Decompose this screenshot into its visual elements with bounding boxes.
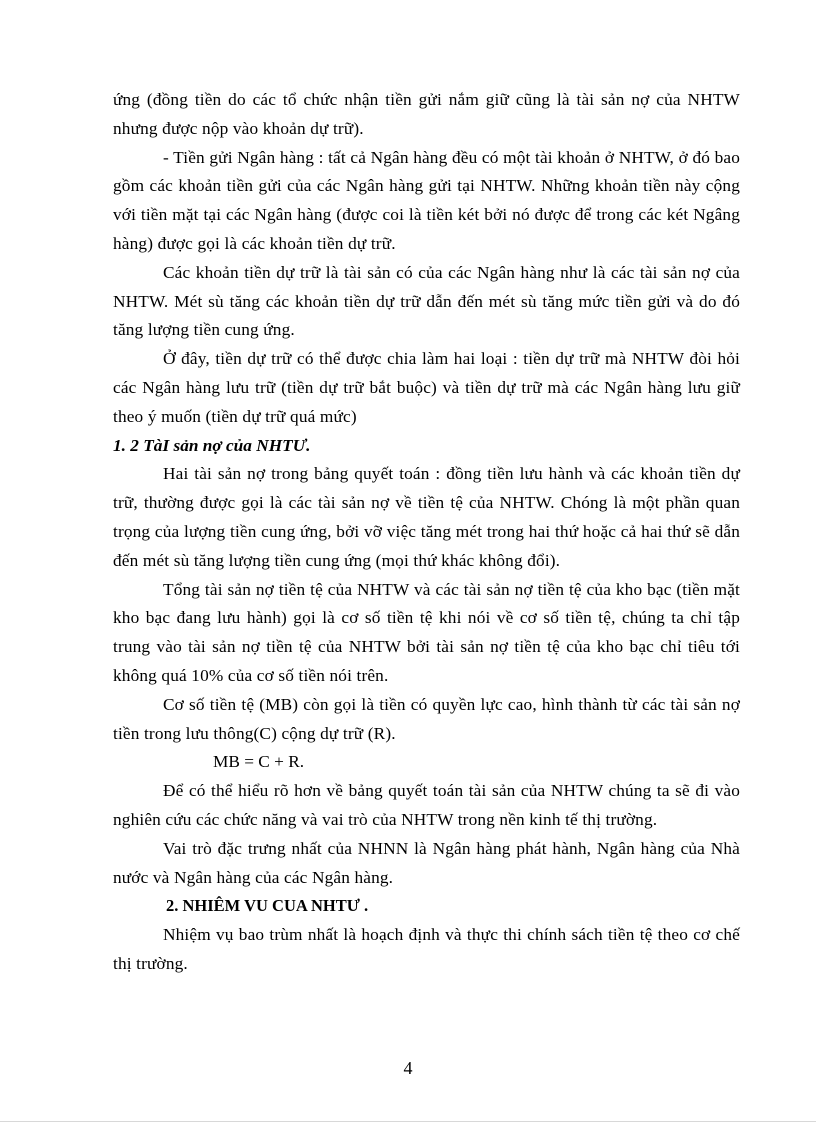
page-number: 4 <box>403 1058 413 1078</box>
paragraph-reserve-types: Ở đây, tiền dự trữ có thể được chia làm hai loại : tiền dự trữ mà NHTW đòi hỏi các Ngân hàng lưu trữ (tiền dự trữ bắt buộc) và tiền dự trữ mà các Ngân hàng lưu giữ theo ý muốn (tiền dự trữ quá mức) <box>113 349 740 426</box>
paragraph-monetary-base: Tổng tài sản nợ tiền tệ của NHTW và các tài sản nợ tiền tệ của kho bạc (tiền mặt kho bạc đang lưu hành) gọi là cơ số tiền tệ khi nói về cơ số tiền tệ, chúng ta chỉ tập trung vào tài sản nợ tiền tệ của NHTW bởi tài sản nợ tiền tệ của kho bạc chỉ tiêu tới không quá 10% của cơ số tiền nói trên. <box>113 579 740 685</box>
paragraph-monetary-liabilities: Hai tài sản nợ trong bảng quyết toán : đồng tiền lưu hành và các khoản tiền dự trữ, thường được gọi là các tài sản nợ về tiền tệ của NHTW. Chóng là một phần quan trọng của lượng tiền cung ứng, bởi vỡ việc tăng mét trong hai thứ hoặc cả hai thứ sẽ dẫn đến mét sù tăng lượng tiền cung ứng (mọi thứ khác không đổi). <box>113 464 740 570</box>
paragraph-mb-definition: Cơ số tiền tệ (MB) còn gọi là tiền có quyền lực cao, hình thành từ các tài sản nợ tiền trong lưu thông(C) cộng dự trữ (R). <box>113 694 740 743</box>
paragraph-bank-deposits: - Tiền gửi Ngân hàng : tất cả Ngân hàng đều có một tài khoản ở NHTW, ở đó bao gồm các khoản tiền gửi của các Ngân hàng gửi tại NHTW. Những khoản tiền này cộng với tiền mặt tại các Ngân hàng (được coi là tiền két bởi nó được để trong các két Ngâng hàng) được gọi là các khoản tiền dự trữ. <box>113 147 740 253</box>
page-bottom-divider <box>0 1121 816 1122</box>
document-page <box>113 86 740 979</box>
paragraph-reserves-assets: Các khoản tiền dự trữ là tài sản có của các Ngân hàng như là các tài sản nợ của NHTW. Mét sù tăng các khoản tiền dự trữ dẫn đến mét sù tăng mức tiền gửi và do đó tăng lượng tiền cung ứng. <box>113 262 740 340</box>
paragraph-continuation: ứng (đồng tiền do các tổ chức nhận tiền gửi nắm giữ cũng là tài sản nợ của NHTW nhưng được nộp vào khoản dự trữ). <box>113 90 740 138</box>
section-heading-2: 2. NHIÊM VU CUA NHTƯ . <box>166 896 369 916</box>
formula-mb: MB = C + R. <box>213 752 305 772</box>
paragraph-balance-sheet: Để có thể hiểu rõ hơn về bảng quyết toán tài sản của NHTW chúng ta sẽ đi vào nghiên cứu các chức năng và vai trò của NHTW trong nền kinh tế thị trường. <box>113 781 740 829</box>
paragraph-mission: Nhiệm vụ bao trùm nhất là hoạch định và thực thi chính sách tiền tệ theo cơ chế thị trường. <box>113 925 740 973</box>
section-heading-1-2: 1. 2 TàI sản nợ của NHTƯ. <box>113 435 311 455</box>
paragraph-role: Vai trò đặc trưng nhất của NHNN là Ngân hàng phát hành, Ngân hàng của Nhà nước và Ngân hàng của các Ngân hàng. <box>113 838 740 887</box>
